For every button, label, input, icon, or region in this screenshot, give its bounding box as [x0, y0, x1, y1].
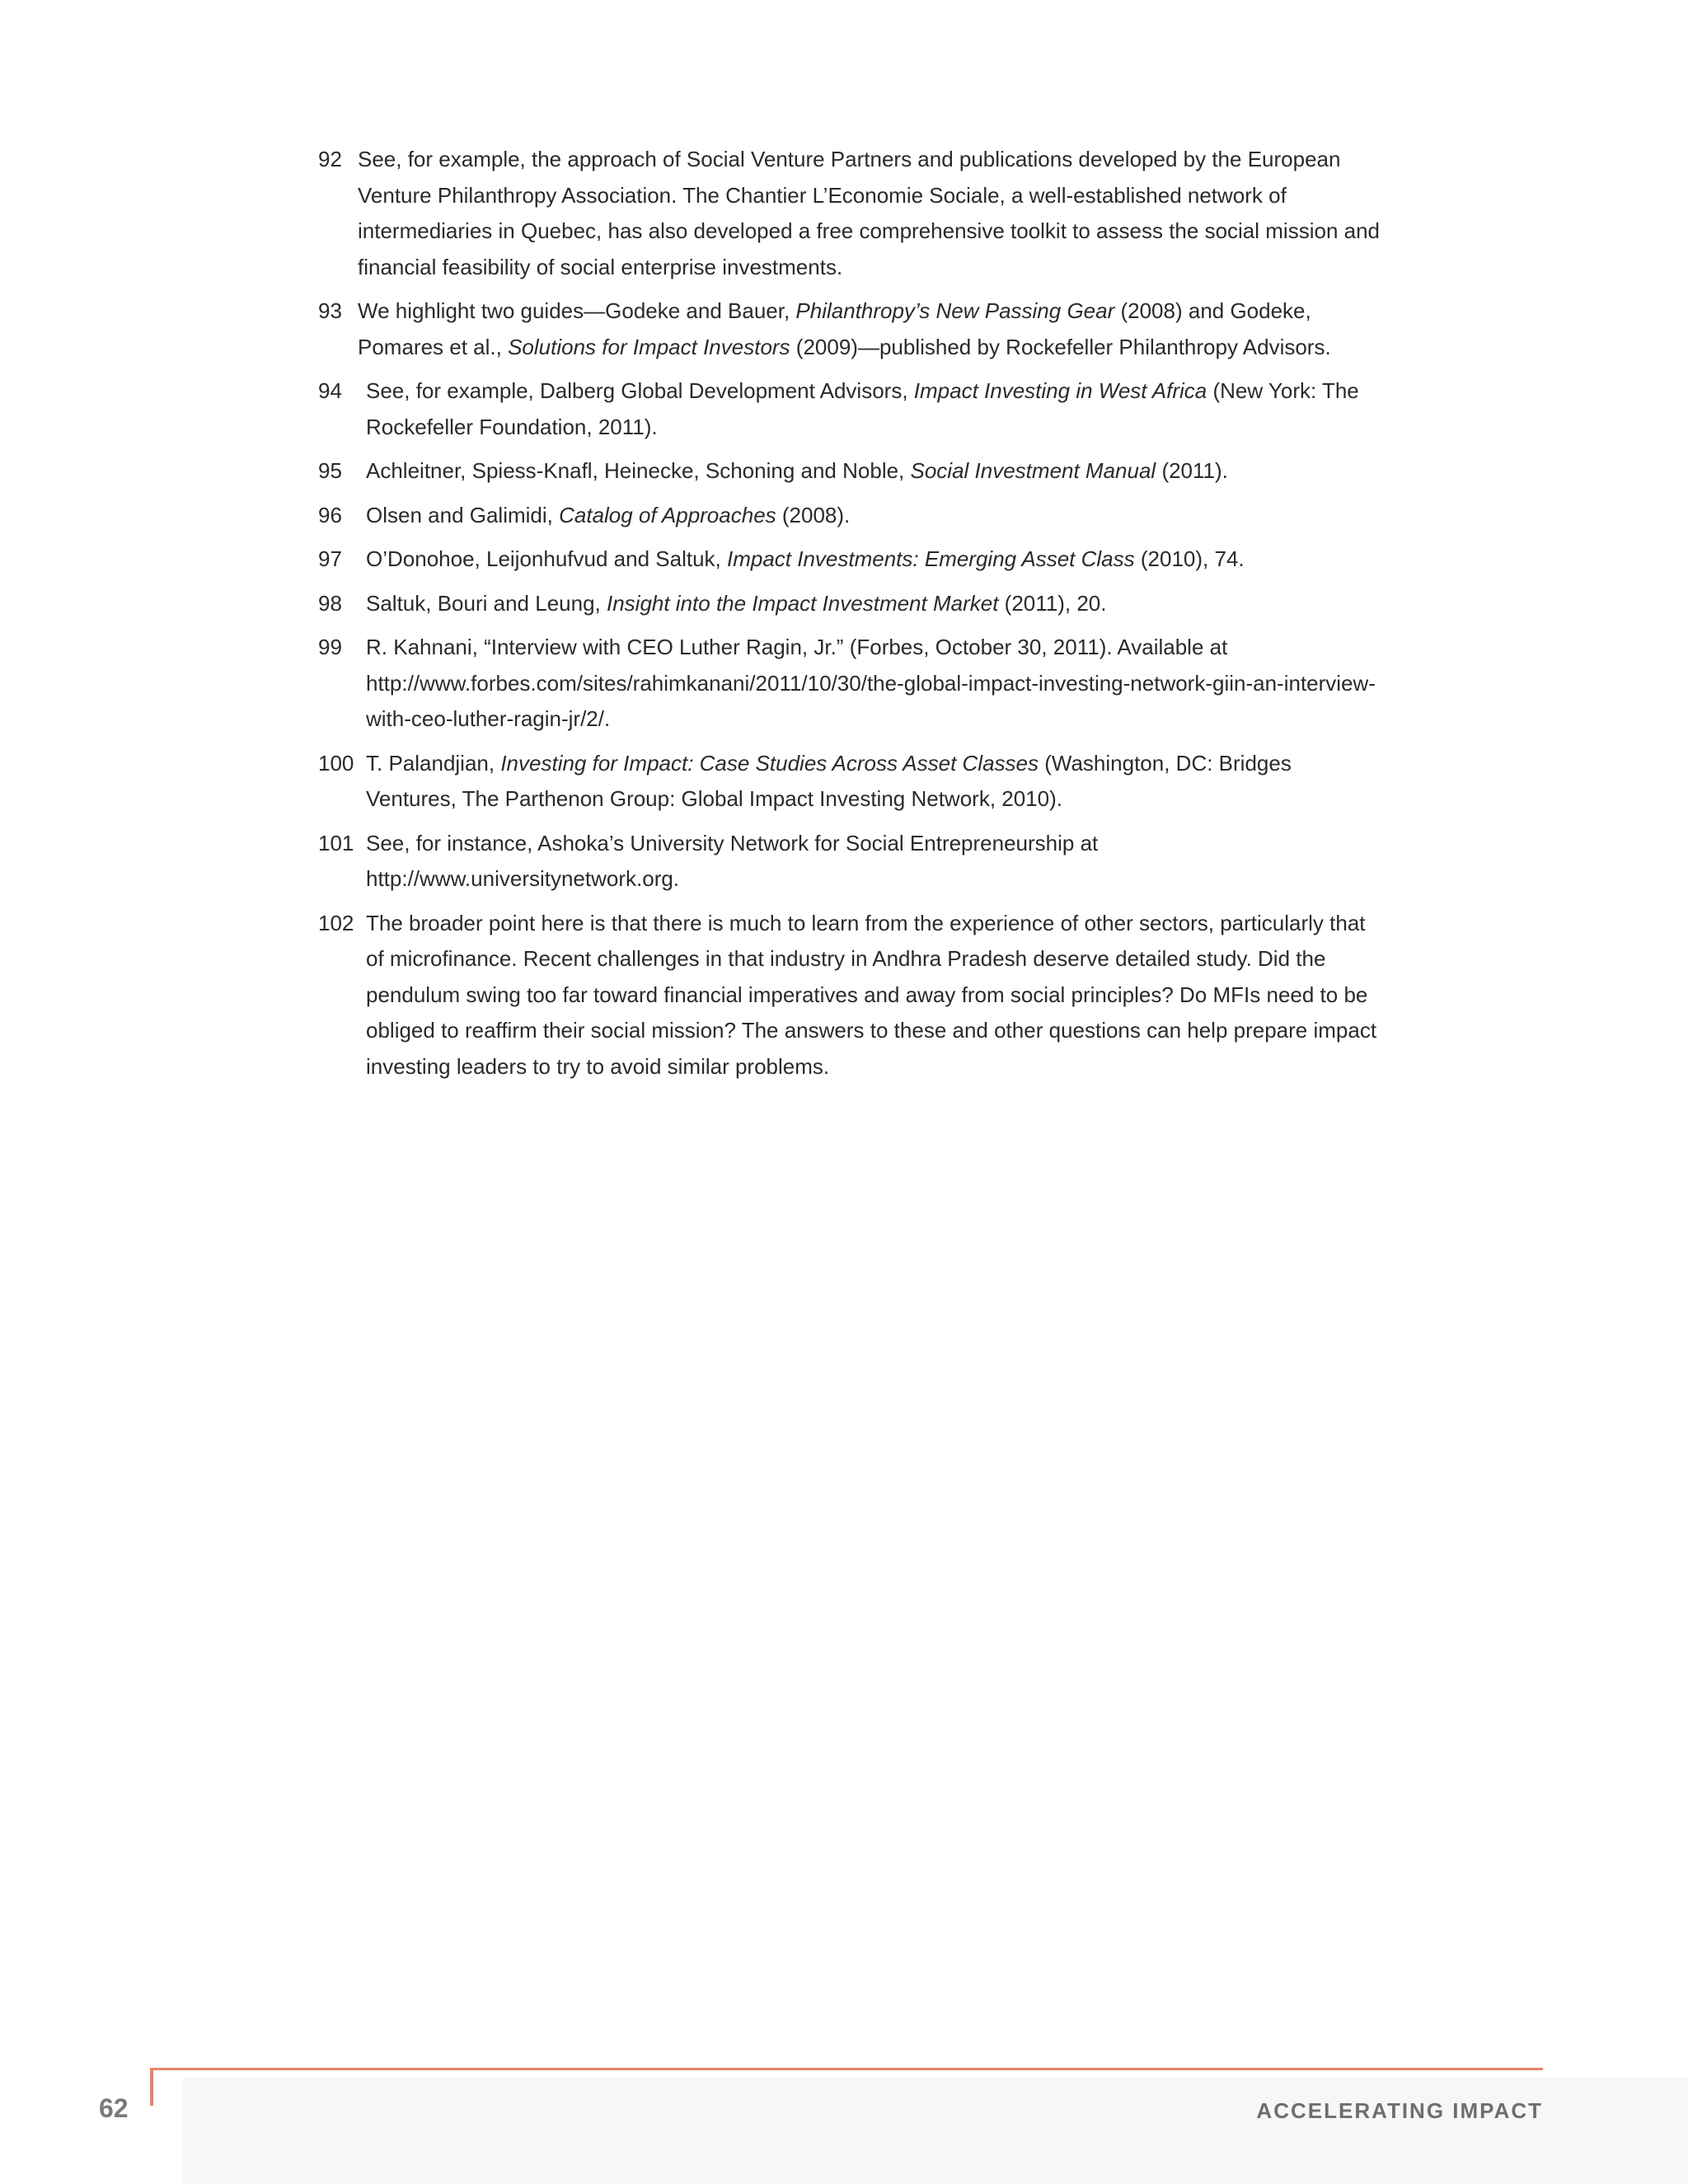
endnote-title-italic: Social Investment Manual [910, 458, 1156, 483]
endnote-text-run: (2009)—published by Rockefeller Philanthropy Advisors. [790, 334, 1331, 359]
endnote-text-run: (2011). [1156, 458, 1228, 483]
endnote-92 [318, 142, 1381, 285]
endnote-text-run: See, for example, the approach of Social Venture Partners and publications developed by the European Venture Philanthropy Association. The Chantier L’Economie Sociale, a well-established network of intermediaries in Quebec, has also developed a free comprehensive toolkit to assess the social mission and financial feasibility of social enterprise investments. [358, 147, 1381, 279]
endnote-100 [318, 746, 1381, 818]
endnote-number: 93 [318, 298, 342, 323]
endnote-text-run: We highlight two guides—Godeke and Bauer, [358, 298, 796, 323]
endnote-number: 96 [318, 502, 342, 527]
endnote-96 [318, 498, 1381, 534]
endnote-text [366, 373, 1381, 445]
footer-background [183, 2077, 1688, 2184]
endnote-number: 94 [318, 378, 342, 403]
endnote-text-run: (2010), 74. [1134, 546, 1245, 571]
endnote-text-run: T. Palandjian, [366, 750, 501, 776]
endnote-94 [318, 373, 1381, 445]
endnote-text-run: Saltuk, Bouri and Leung, [366, 590, 607, 616]
endnote-number: 102 [318, 910, 354, 935]
endnote-95 [318, 453, 1381, 490]
endnote-text-run: (New York: The Rockefeller Foundation, 2011). [366, 378, 1359, 439]
endnote-number: 98 [318, 590, 342, 616]
endnotes-list [318, 142, 1381, 1093]
endnote-text [358, 142, 1381, 285]
endnote-text-run: O’Donohoe, Leijonhufvud and Saltuk, [366, 546, 727, 571]
endnote-number: 92 [318, 147, 342, 171]
endnote-title-italic: Impact Investments: Emerging Asset Class [726, 546, 1135, 571]
endnote-text [366, 630, 1381, 738]
footer-rule [150, 2068, 1543, 2070]
endnote-title-italic: Solutions for Impact Investors [508, 334, 790, 359]
endnote-102 [318, 906, 1381, 1085]
endnote-text-run: R. Kahnani, “Interview with CEO Luther Ragin, Jr.” (Forbes, October 30, 2011). Available at http://www.forbes.com/sites/rahimkanani/2011/10/30/the-global-impact-investing-network-giin-an-interview-with-ceo-luther-ragin-jr/2/. [366, 635, 1376, 731]
endnote-number: 100 [318, 750, 354, 776]
endnote-title-italic: Catalog of Approaches [559, 502, 776, 527]
running-title: ACCELERATING IMPACT [1256, 2098, 1543, 2123]
endnote-93 [318, 293, 1381, 365]
endnote-text-run: The broader point here is that there is much to learn from the experience of other sectors, particularly that of microfinance. Recent challenges in that industry in Andhra Pradesh deserve detailed study. Did the pendulum swing too far toward financial imperatives and away from social principles? Do MFIs need to be obliged to reaffirm their social mission? The answers to these and other questions can help prepare impact investing leaders to try to avoid similar problems. [366, 910, 1377, 1079]
endnote-number: 99 [318, 635, 342, 659]
endnote-number: 95 [318, 458, 342, 483]
endnote-97 [318, 541, 1381, 578]
endnote-text [366, 906, 1381, 1085]
endnote-text [366, 541, 1381, 578]
endnote-text [358, 293, 1381, 365]
endnote-98 [318, 586, 1381, 622]
endnote-text-run: (2011), 20. [998, 590, 1107, 616]
endnote-text-run: Achleitner, Spiess-Knafl, Heinecke, Schoning and Noble, [366, 458, 911, 483]
endnote-text [366, 498, 1381, 534]
endnote-text [366, 746, 1381, 818]
endnote-title-italic: Philanthropy’s New Passing Gear [795, 298, 1115, 323]
endnote-text [366, 826, 1381, 898]
endnote-text-run: (Washington, DC: Bridges Ventures, The Parthenon Group: Global Impact Investing Network, 2010). [366, 750, 1292, 811]
page-number: 62 [99, 2093, 129, 2123]
endnote-101 [318, 826, 1381, 898]
endnote-text-run: (2008). [776, 502, 851, 527]
endnote-99 [318, 630, 1381, 738]
endnote-text-run: See, for example, Dalberg Global Development Advisors, [366, 378, 914, 403]
endnote-text-run: Olsen and Galimidi, [366, 502, 560, 527]
endnote-title-italic: Impact Investing in West Africa [913, 378, 1207, 403]
endnote-number: 101 [318, 830, 354, 855]
endnote-text-run: (2008) and Godeke, Pomares et al., [358, 298, 1311, 359]
endnote-title-italic: Investing for Impact: Case Studies Across Asset Classes [500, 750, 1039, 776]
endnote-text-run: See, for instance, Ashoka’s University Network for Social Entrepreneurship at http://www.universitynetwork.org. [366, 830, 1099, 891]
endnote-text [366, 586, 1381, 622]
endnote-text [366, 453, 1381, 490]
footer-rule-tick [150, 2068, 153, 2106]
endnote-number: 97 [318, 546, 342, 571]
endnote-title-italic: Insight into the Impact Investment Market [606, 590, 999, 616]
